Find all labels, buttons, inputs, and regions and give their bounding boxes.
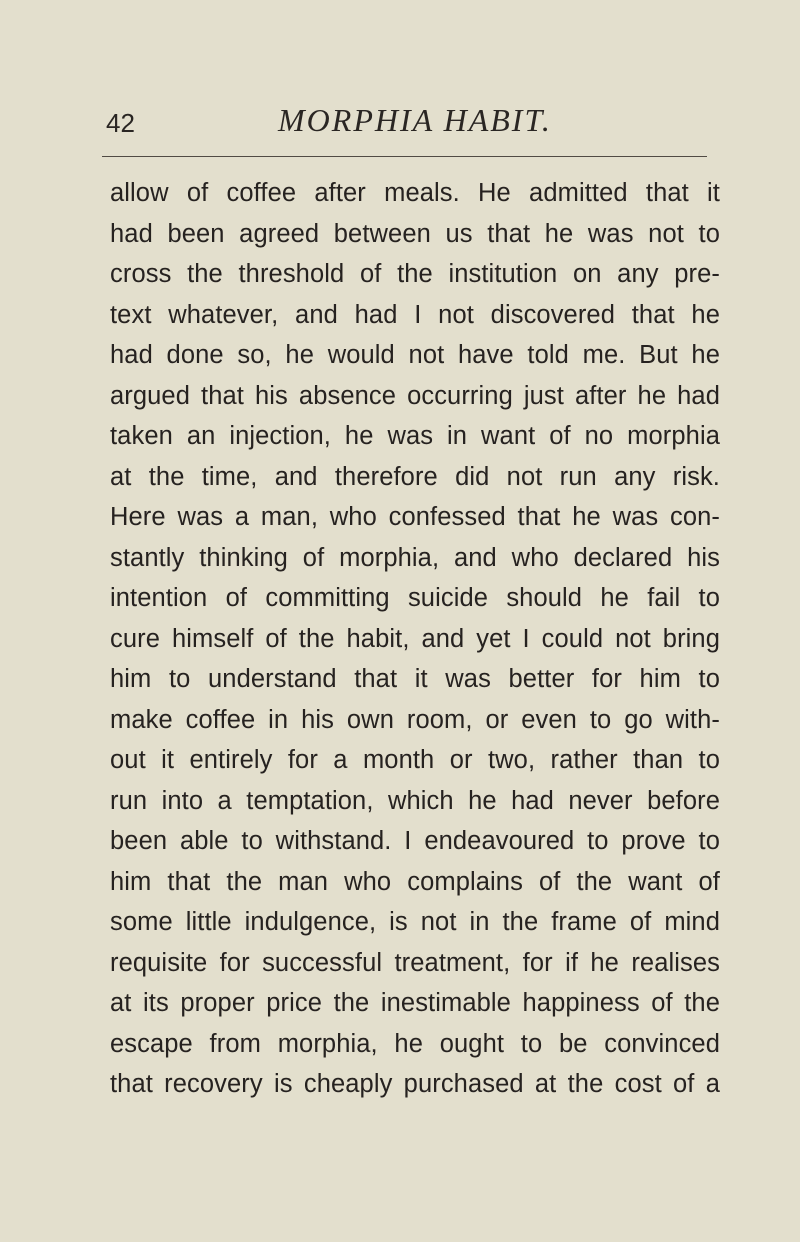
text-line: had done so, he would not have told me. But he: [110, 341, 720, 369]
text-line: taken an injection, he was in want of no morphia: [110, 422, 720, 450]
text-line: escape from morphia, he ought to be convinced: [110, 1029, 720, 1058]
text-line: that recovery is cheaply purchased at the cost of a: [110, 1070, 720, 1098]
text-line: him to understand that it was better for him to: [110, 665, 720, 693]
text-line: been able to withstand. I endeavoured to prove to: [110, 827, 720, 855]
text-line: out it entirely for a month or two, rather than to: [110, 746, 720, 774]
body-text: [110, 173, 720, 1105]
text-line: intention of committing suicide should he fail to: [110, 584, 720, 612]
text-line: make coffee in his own room, or even to go with-: [110, 705, 720, 734]
text-line: at its proper price the inestimable happiness of the: [110, 989, 720, 1017]
running-head: MORPHIA HABIT.: [278, 102, 552, 138]
text-line: stantly thinking of morphia, and who declared his: [110, 543, 720, 572]
text-line: text whatever, and had I not discovered that he: [110, 300, 720, 329]
text-line: argued that his absence occurring just after he had: [110, 381, 720, 410]
text-line: run into a temptation, which he had never before: [110, 786, 720, 815]
text-line: him that the man who complains of the want of: [110, 867, 720, 896]
page-header: [106, 98, 716, 148]
page-number: 42: [106, 108, 135, 138]
text-line: cure himself of the habit, and yet I could not bring: [110, 624, 720, 653]
text-line: cross the threshold of the institution on any pre-: [110, 260, 720, 288]
text-line: at the time, and therefore did not run any risk.: [110, 462, 720, 491]
text-line: allow of coffee after meals. He admitted that it: [110, 179, 720, 207]
text-line: requisite for successful treatment, for if he realises: [110, 948, 720, 977]
text-line: had been agreed between us that he was not to: [110, 219, 720, 248]
text-line: Here was a man, who confessed that he was con-: [110, 503, 720, 531]
header-rule: [102, 156, 707, 157]
text-line: some little indulgence, is not in the frame of mind: [110, 908, 720, 936]
